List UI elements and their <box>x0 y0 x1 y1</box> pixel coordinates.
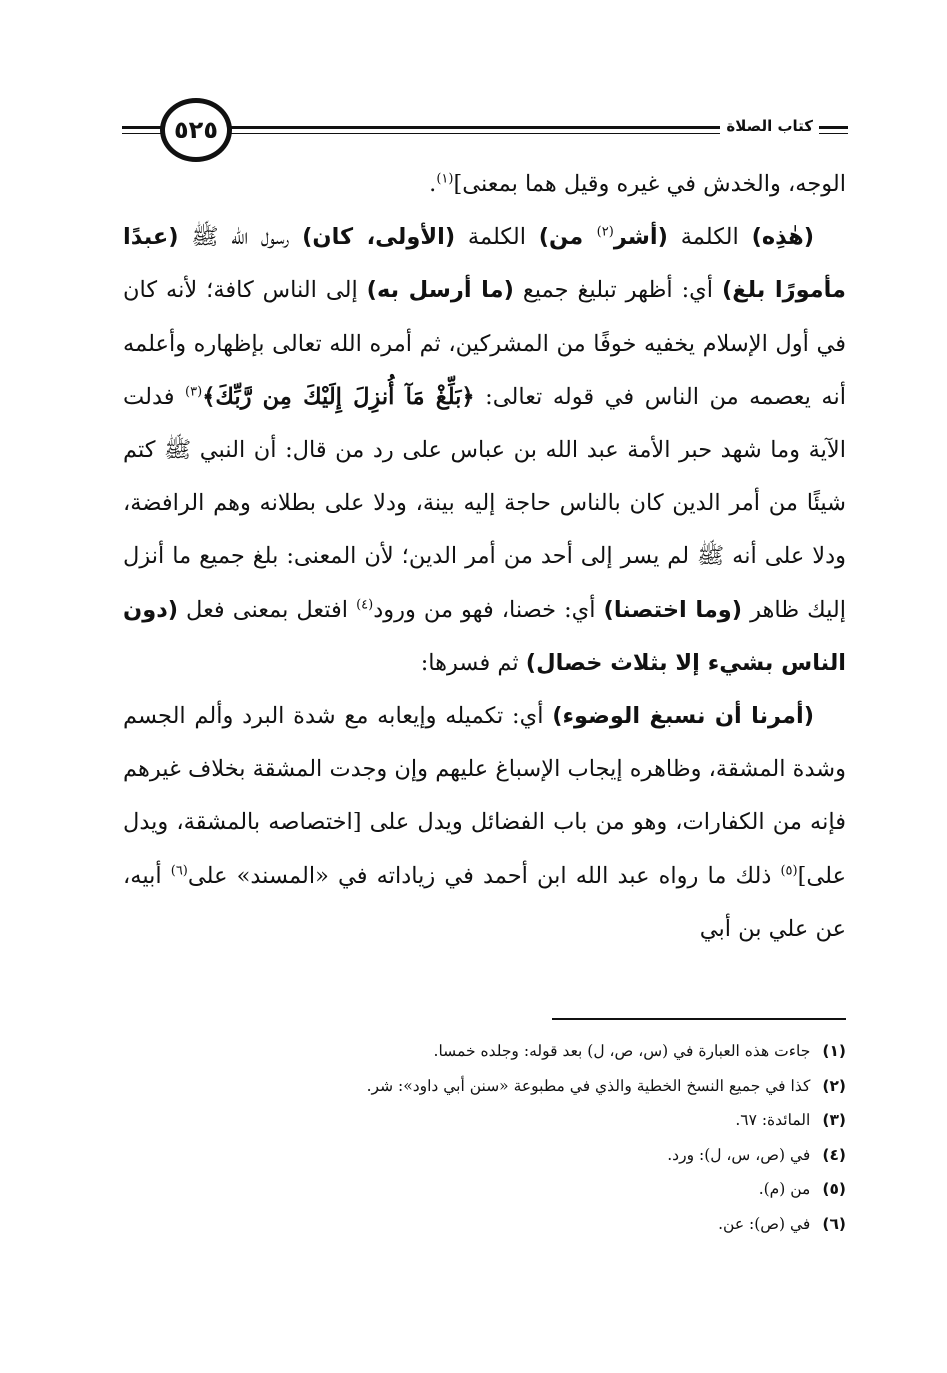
text-run: افتعل بمعنى فعل <box>178 596 357 623</box>
matn-phrase: (دون الناس بشيء إلا بثلاث خصال) <box>123 596 846 676</box>
footnote-ref: (٢) <box>596 224 614 240</box>
page-number: ٥٢٥ <box>174 116 218 144</box>
paragraph-3 <box>123 690 846 956</box>
footnote-text: في (ص): عن. <box>718 1214 811 1233</box>
footnote-item <box>206 1138 846 1173</box>
footnote-number: (٥) <box>822 1180 846 1198</box>
footnote-item <box>206 1172 846 1207</box>
footnote-number: (٦) <box>822 1214 846 1233</box>
footnote-text: جاءت هذه العبارة في (س، ص، ل) بعد قوله: وجلده خمسا. <box>433 1042 811 1060</box>
footnote-ref: (١) <box>436 171 454 187</box>
footnote-ref: (٣) <box>185 384 203 400</box>
matn-phrase: (أشر <box>613 224 668 251</box>
matn-phrase: (أمرنا أن نسبغ الوضوء) <box>552 703 814 730</box>
text-run: أبيه، عن علي بن أبي <box>123 862 846 942</box>
footnote-number: (٢) <box>822 1076 846 1095</box>
footnote-text: المائدة: ٦٧. <box>735 1111 811 1129</box>
quran-quote: ﴿بَلِّغْ مَآ أُنزِلَ إِلَيْكَ مِن رَّبِّكَ﴾ <box>202 383 475 410</box>
text-run: الكلمة <box>455 224 539 251</box>
text-run: فدلت الآية وما شهد حبر الأمة عبد الله بن عباس على رد من قال: أن النبي ﷺ كتم شيئًا من أمر الدين كان بالناس حاجة إليه بينة، ودلا على بطلانه وهم الرافضة، ودلا على أنه ﷺ لم يسر إلى أحد من أمر الدين؛ لأن المعنى: بلغ جميع ما أنزل إليك ظاهر <box>123 383 847 623</box>
footnote-ref: (٦) <box>170 863 188 879</box>
footnotes <box>206 1034 846 1241</box>
footnote-ref: (٤) <box>356 597 374 613</box>
text-run: أي: تكميله وإيعابه مع شدة البرد وألم الجسم وشدة المشقة، وظاهره إيجاب الإسباغ عليهم وإن وجدت المشقة بخلاف غيرهم فإنه من الكفارات، وهو من باب الفضائل ويدل على [اختصاصه بالمشقة، ويدل على] <box>123 703 846 889</box>
text-run: الكلمة <box>667 224 752 251</box>
text-run: إلى الناس كافة؛ لأنه كان في أول الإسلام يخفيه خوفًا من المشركين، ثم أمره الله تعالى بإظهاره وأعلمه أنه يعصمه من الناس في قوله تعالى: <box>123 277 846 410</box>
footnote-number: (٣) <box>822 1111 846 1129</box>
footnote-text: من (م). <box>758 1180 811 1198</box>
footnote-item <box>206 1103 846 1138</box>
paragraph-2 <box>123 211 846 690</box>
paragraph-1 <box>123 158 846 211</box>
text-run: ذلك ما رواه عبد الله ابن أحمد في زياداته في «المسند» على <box>187 862 781 889</box>
footnote-item <box>206 1069 846 1104</box>
footnote-number: (١) <box>822 1042 846 1060</box>
footnote-ref: (٥) <box>780 863 798 879</box>
footnote-text: في (ص، س، ل): ورد. <box>667 1145 811 1164</box>
text-run: أي: أظهر تبليغ جميع <box>513 277 722 304</box>
running-header-title: كتاب الصلاة <box>720 117 819 135</box>
matn-phrase: (هٰذِه) <box>751 224 815 251</box>
text-run: الوجه، والخدش في غيره وقيل هما بمعنى] <box>453 171 846 197</box>
footnote-item <box>206 1207 846 1242</box>
matn-phrase: (الأولى، كان) <box>302 224 456 251</box>
page-number-badge <box>160 98 232 162</box>
footnote-item <box>206 1034 846 1069</box>
matn-phrase: (ما أرسل به) <box>366 277 514 304</box>
matn-phrase: (وما اختصنا) <box>603 596 743 623</box>
footnote-separator <box>552 1018 846 1020</box>
matn-phrase: من) <box>538 224 597 251</box>
text-run: أي: خصنا، فهو من ورود <box>373 596 604 623</box>
text-run: ثم فسرها: <box>420 649 526 676</box>
text-run: . <box>429 171 437 197</box>
matn-phrase: (عبدًا مأمورًا بلغ) <box>123 224 846 304</box>
footnote-text: كذا في جميع النسخ الخطية والذي في مطبوعة «سنن أبي داود»: شر. <box>366 1076 811 1095</box>
footnote-number: (٤) <box>822 1145 846 1164</box>
text-run: رسول الله ﷺ <box>178 224 303 251</box>
main-text <box>123 158 846 956</box>
